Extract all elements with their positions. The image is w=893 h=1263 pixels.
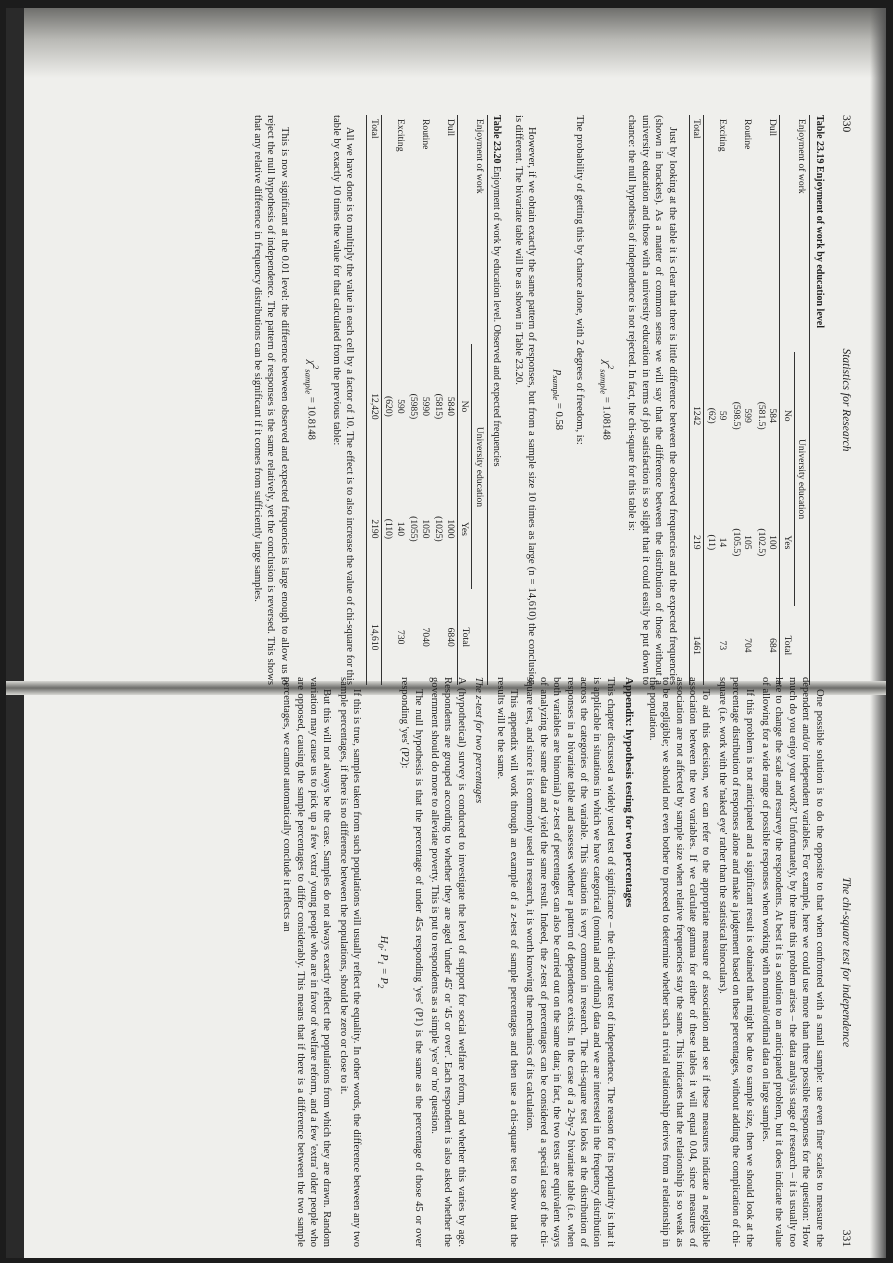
table-23-20-caption: Table 23.20 Enjoyment of work by education level. Observed and expected frequencies	[491, 115, 503, 467]
paragraph: This chapter discussed a widely used test of significance – the chi-square test of independence. The reason for its popularity is that it is applicable in situations in which we have categorical (nominal and ordinal) data and we are interested in the frequency distribution across the categories of the variable. This situation is very common in research. The chi-square test looks at the distribution of responses in a bivariate table and assesses whether a pattern of dependence exists. In the case of a 2-by-2 bivariate table (i.e. when both variables are binomial) a z-test of percentages can also be carried out on the same data; in fact, the two tests are equivalent ways of analyzing the same data and yield the same result. Indeed, the z-test of percentages can be considered a special case of the chi-square test, and since it is commonly used in research, it is worth knowing the mechanics of its calculation.	[524, 677, 616, 1247]
paragraph: All we have done is to multiply the value in each cell by a factor of 10. The effect is to also increase the value of chi-square for this table by exactly 10 times the value for that calculated from the previous table:	[330, 115, 356, 685]
chi-square-formula: $\chi^2_{sample} = 10.8148$	[302, 360, 321, 440]
chi-square-formula: $\chi^2_{sample} = 1.08148$	[598, 360, 617, 440]
group-header: University education	[794, 352, 810, 605]
paragraph: The null hypothesis is that the percentage of under 45s responding 'yes' (P1) is the same as the percentage of those 45 or over responding 'yes' (P2):	[399, 677, 424, 1247]
col-yes: Yes	[457, 468, 472, 589]
table-row: Routine 599 (598.5) 105 (105.5) 704	[730, 119, 754, 653]
paragraph: If this is true, samples taken from such populations will usually reflect the equality. In other words, the difference between any two sample percentages, if there is no difference between the populations, should be zero or close to it.	[337, 677, 363, 1247]
page-330	[242, 115, 852, 685]
table-total-row: Total 12,420 2190 14,610	[367, 115, 382, 685]
subsection-heading: The z-test for two percentages	[473, 677, 485, 804]
col-yes: Yes	[780, 479, 795, 606]
group-header: University education	[472, 344, 488, 589]
table-row: Exciting 590 (620) 140 (110) 730	[383, 119, 406, 645]
row-header: Enjoyment of work	[794, 115, 810, 352]
page-number: 330	[840, 115, 852, 133]
running-head	[839, 677, 852, 1247]
paragraph: Just by looking at the table it is clear that there is little difference between the observed frequencies and the expected frequencies (shown in brackets). As a matter of common sense we will say that the difference between the distribution of those without a university education and those with a university education in terms of job satisfaction is so slight that it could easily be put down to chance: the null hypothesis of independence is not rejected. In fact, the chi-square for this table is:	[626, 115, 678, 685]
paragraph: However, if we obtain exactly the same pattern of responses, but from a sample size 10 times as large (n = 14,610) the conclusion is different. The bivariate table will be as shown in Table 23.20.	[512, 115, 538, 685]
paragraph: One possible solution is to do the opposite to that when confronted with a small sample: use even finer scales to measure the dependent and/or independent variables. For example, here we could use more than three possible responses for the question: 'How much do you enjoy your work?' Unfortunately, by the time this problem arises – the data analysis stage of research – it is usually too late to change the scale and resurvey the respondents. At best it is a solution to an anticipated problem, but it does indicate the value of allowing for a wide range of possible responses when working with nominal/ordinal data on large samples.	[759, 677, 825, 1247]
p-value-formula: $p_{sample} = 0.58$	[550, 369, 564, 431]
col-total: Total	[780, 606, 795, 685]
page-number: 331	[840, 1229, 852, 1247]
table-total-row: Total 1242 219 1461	[689, 115, 704, 685]
col-total: Total	[457, 589, 472, 685]
section-heading: Appendix: hypothesis testing for two percentages	[623, 677, 636, 908]
running-title: Statistics for Research	[840, 348, 852, 452]
paragraph: To aid this decision, we can refer to the appropriate measure of association and see if these measures indicate a negligible association between the two variables. If we calculate gamma for either of these tables it will equal 0.04, since measures of association are not affected by sample size when relative frequencies stay the same. This indicates that the relationship is so weak as to be negligible; we should not even bother to proceed to determine whether such a trivial relationship derives from a relationship in the population.	[646, 677, 712, 1247]
paragraph: A (hypothetical) survey is conducted to investigate the level of support for social welfare reform, and whether this varies by age. Respondents are grouped according to whether they are aged 'under 45' or '45 or over'. Each respondent is also asked whether the government should do more to alleviate poverty. This is put to respondents as a simple 'yes' or 'no' question.	[429, 677, 467, 1247]
paragraph: This appendix will work through an example of a z-test of sample percentages and then use a chi-square test to show that the results will be the same.	[494, 677, 520, 1247]
table-row: Routine 5990 (5985) 1050 (1055) 7040	[408, 119, 431, 647]
row-header: Enjoyment of work	[472, 115, 488, 344]
table-23-19	[689, 115, 811, 685]
null-hypothesis-formula: $H_0$: $P_1 = P_2$	[375, 935, 389, 989]
col-no: No	[780, 352, 795, 479]
scan-shadow-top	[6, 8, 886, 78]
paragraph: But this will not always be the case. Samples do not always exactly reflect the populations from which they are drawn. Random variation may cause us to pick up a few 'extra' young people who are in favor of welfare reform, and a few 'extra' older people who are opposed, causing the sample percentages to differ considerably. This means that if there is a difference between the two sample percentages, we cannot automatically conclude it reflects an	[281, 677, 333, 1247]
running-head	[839, 115, 852, 685]
table-row: Exciting 59 (62) 14 (11) 73	[705, 119, 729, 651]
paragraph: If this problem is not anticipated and a significant result is obtained that might be due to sample size, then we should look at the percentage distribution of responses alone and make a judgement based on these percentages, without adding the complication of chi-square (i.e. work with the 'naked eye' rather than the statistical binoculars).	[716, 677, 755, 1247]
paragraph: This is now significant at the 0.01 level: the difference between observed and expected frequencies is large enough to allow us to reject the null hypothesis of independence. The pattern of responses is the same relatively, yet the conclusion is reversed. This shows that any relative difference in frequency distributions can be significant if it comes from sufficiently large samples.	[251, 115, 290, 685]
table-row: Dull 5840 (5815) 1000 (1025) 6840	[433, 119, 456, 647]
scan-shadow-right	[870, 8, 886, 1258]
table-row: Dull 584 (581.5) 100 (102.5) 684	[755, 119, 779, 653]
table-23-20	[366, 115, 488, 685]
running-title: The chi-square test for independence	[840, 876, 852, 1048]
col-no: No	[457, 344, 472, 468]
page-331	[272, 677, 852, 1247]
paragraph: The probability of getting this by chance alone, with 2 degrees of freedom, is:	[574, 115, 586, 445]
table-23-19-caption: Table 23.19 Enjoyment of work by education level	[813, 115, 825, 328]
scan-edge-left	[6, 8, 24, 1258]
